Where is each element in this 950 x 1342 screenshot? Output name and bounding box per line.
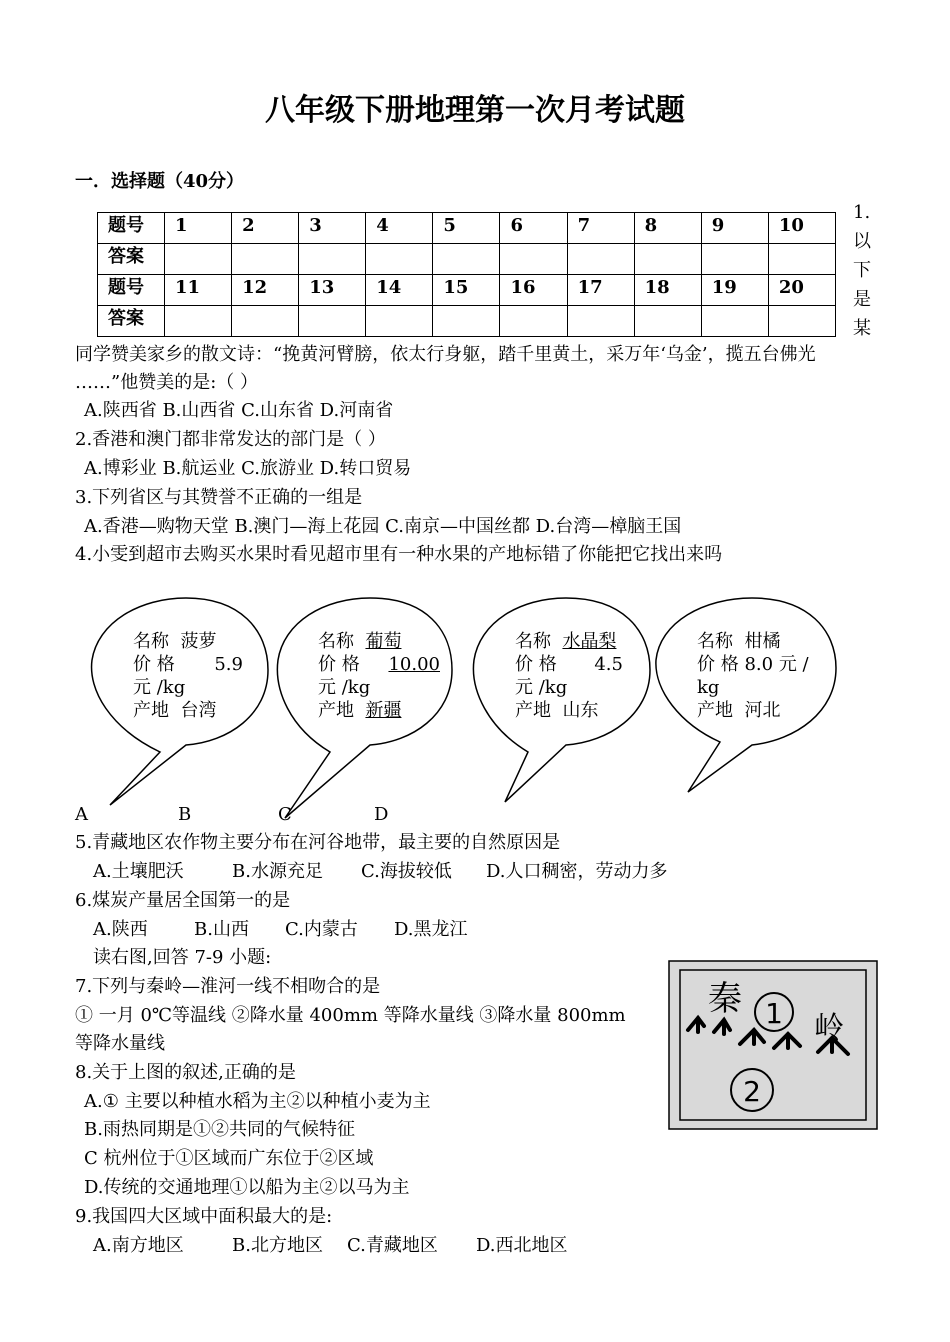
q1-vertical-char: 某 [853, 318, 871, 339]
q6-stem: 6.煤炭产量居全国第一的是 [75, 890, 291, 911]
q8-stem: 8.关于上图的叙述,正确的是 [75, 1062, 296, 1083]
grid-number: 6 [500, 213, 567, 244]
label-ling: 岭 [814, 1011, 844, 1046]
q1-vertical-char: 是 [853, 289, 871, 310]
grid-number: 11 [165, 275, 232, 306]
q8-option-b: B.雨热同期是①②共同的气候特征 [84, 1119, 355, 1140]
grid-number: 8 [634, 213, 701, 244]
region-2-label: 2 [743, 1075, 761, 1108]
row-label-answer: 答案 [98, 244, 165, 275]
q9-stem: 9.我国四大区域中面积最大的是: [75, 1206, 333, 1227]
bubble-b-unit-line: 元 /kg [318, 677, 371, 698]
q6-option-b: B.山西 [194, 919, 249, 940]
q6-option-d: D.黑龙江 [394, 919, 468, 940]
q8-option-d: D.传统的交通地理①以船为主②以马为主 [84, 1177, 410, 1198]
q1-stem-line1: 同学赞美家乡的散文诗：“挽黄河臂膀，依太行身躯，踏千里黄土，采万年‘乌金’，揽五台佛光 [75, 344, 816, 365]
q1-options: A.陕西省 B.山西省 C.山东省 D.河南省 [84, 400, 394, 421]
row-label-number: 题号 [98, 275, 165, 306]
grid-number: 20 [768, 275, 835, 306]
q9-option-c: C.青藏地区 [347, 1235, 438, 1256]
grid-number: 13 [299, 275, 366, 306]
grid-number: 4 [366, 213, 433, 244]
grid-number: 15 [433, 275, 500, 306]
q7-stem: 7.下列与秦岭—淮河一线不相吻合的是 [75, 976, 381, 997]
q8-option-c: C 杭州位于①区域而广东位于②区域 [84, 1148, 374, 1169]
q5-stem: 5.青藏地区农作物主要分布在河谷地带，最主要的自然原因是 [75, 832, 561, 853]
bubble-d-name-line: 名称 柑橘 [697, 631, 781, 652]
bubble-a-price-line: 价 格 5.9 [133, 654, 243, 675]
bubble-b-name-line: 名称 葡萄 [318, 631, 402, 652]
q2-stem: 2.香港和澳门都非常发达的部门是（ ） [75, 429, 386, 450]
q5-option-a: A.土壤肥沃 [93, 861, 184, 882]
grid-number: 14 [366, 275, 433, 306]
bubble-c-origin-line: 产地 山东 [515, 700, 599, 721]
bubble-c-price-line: 价 格 4.5 [515, 654, 623, 675]
bubble-a-origin-line: 产地 台湾 [133, 700, 217, 721]
grid-number: 17 [567, 275, 634, 306]
q5-option-c: C.海拔较低 [361, 861, 452, 882]
grid-number: 19 [701, 275, 768, 306]
option-letter-d: D [374, 804, 389, 825]
grid-number: 12 [232, 275, 299, 306]
q9-option-d: D.西北地区 [476, 1235, 568, 1256]
bubble-a-unit-line: 元 /kg [133, 677, 186, 698]
row-label-answer: 答案 [98, 306, 165, 337]
bubble-c-name-line: 名称 水晶梨 [515, 631, 617, 652]
section-heading: 一．选择题（40分） [75, 171, 245, 192]
q1-vertical-char: 下 [853, 260, 871, 281]
bubble-b-origin-line: 产地 新疆 [318, 700, 402, 721]
option-letter-b: B [178, 804, 192, 825]
label-qin: 秦 [708, 979, 742, 1019]
bubble-b-price-line: 价 格 10.00 [318, 654, 440, 675]
q7-line1: ① 一月 0℃等温线 ②降水量 400mm 等降水量线 ③降水量 800mm [75, 1005, 626, 1026]
grid-number: 3 [299, 213, 366, 244]
q6-option-c: C.内蒙古 [285, 919, 358, 940]
grid-number: 2 [232, 213, 299, 244]
q9-option-a: A.南方地区 [93, 1235, 184, 1256]
grid-number: 18 [634, 275, 701, 306]
bubble-d-text [697, 630, 815, 722]
bubble-a-text [133, 630, 243, 722]
bubble-d-unit-line: kg [697, 677, 720, 698]
q3-stem: 3.下列省区与其赞誉不正确的一组是 [75, 487, 363, 508]
bubble-d-origin-line: 产地 河北 [697, 700, 781, 721]
grid-number: 9 [701, 213, 768, 244]
grid-number: 5 [433, 213, 500, 244]
q9-option-b: B.北方地区 [232, 1235, 323, 1256]
q8-option-a: A.① 主要以种植水稻为主②以种植小麦为主 [84, 1091, 431, 1112]
q4-stem: 4.小雯到超市去购买水果时看见超市里有一种水果的产地标错了你能把它找出来吗 [75, 544, 723, 565]
bubble-a-name-line: 名称 菠萝 [133, 631, 217, 652]
q2-options: A.博彩业 B.航运业 C.旅游业 D.转口贸易 [84, 458, 412, 479]
row-label-number: 题号 [98, 213, 165, 244]
q5-option-d: D.人口稠密，劳动力多 [486, 861, 668, 882]
q6-option-a: A.陕西 [93, 919, 148, 940]
q5-option-b: B.水源充足 [232, 861, 323, 882]
bubble-c-text [515, 630, 623, 722]
grid-number: 1 [165, 213, 232, 244]
page-title: 八年级下册地理第一次月考试题 [265, 93, 685, 128]
grid-number: 7 [567, 213, 634, 244]
q1-vertical-char: 以 [853, 231, 871, 252]
qinling-map-figure [668, 960, 878, 1130]
grid-number: 16 [500, 275, 567, 306]
read-figure-instruction: 读右图,回答 7-9 小题: [93, 947, 272, 968]
q1-stem-line2: ……”他赞美的是:（ ） [75, 372, 258, 393]
q3-options: A.香港—购物天堂 B.澳门—海上花园 C.南京—中国丝都 D.台湾—樟脑王国 [84, 516, 682, 537]
region-1-label: 1 [765, 997, 783, 1030]
option-letter-c: C [278, 804, 292, 825]
bubble-b-text [318, 630, 440, 722]
bubble-d-price-line: 价 格 8.0 元 / [697, 654, 809, 675]
option-letter-a: A [75, 804, 88, 825]
q1-vertical-char: 1. [853, 202, 871, 223]
bubble-c-unit-line: 元 /kg [515, 677, 568, 698]
q7-line2: 等降水量线 [75, 1033, 165, 1054]
grid-number: 10 [768, 213, 835, 244]
